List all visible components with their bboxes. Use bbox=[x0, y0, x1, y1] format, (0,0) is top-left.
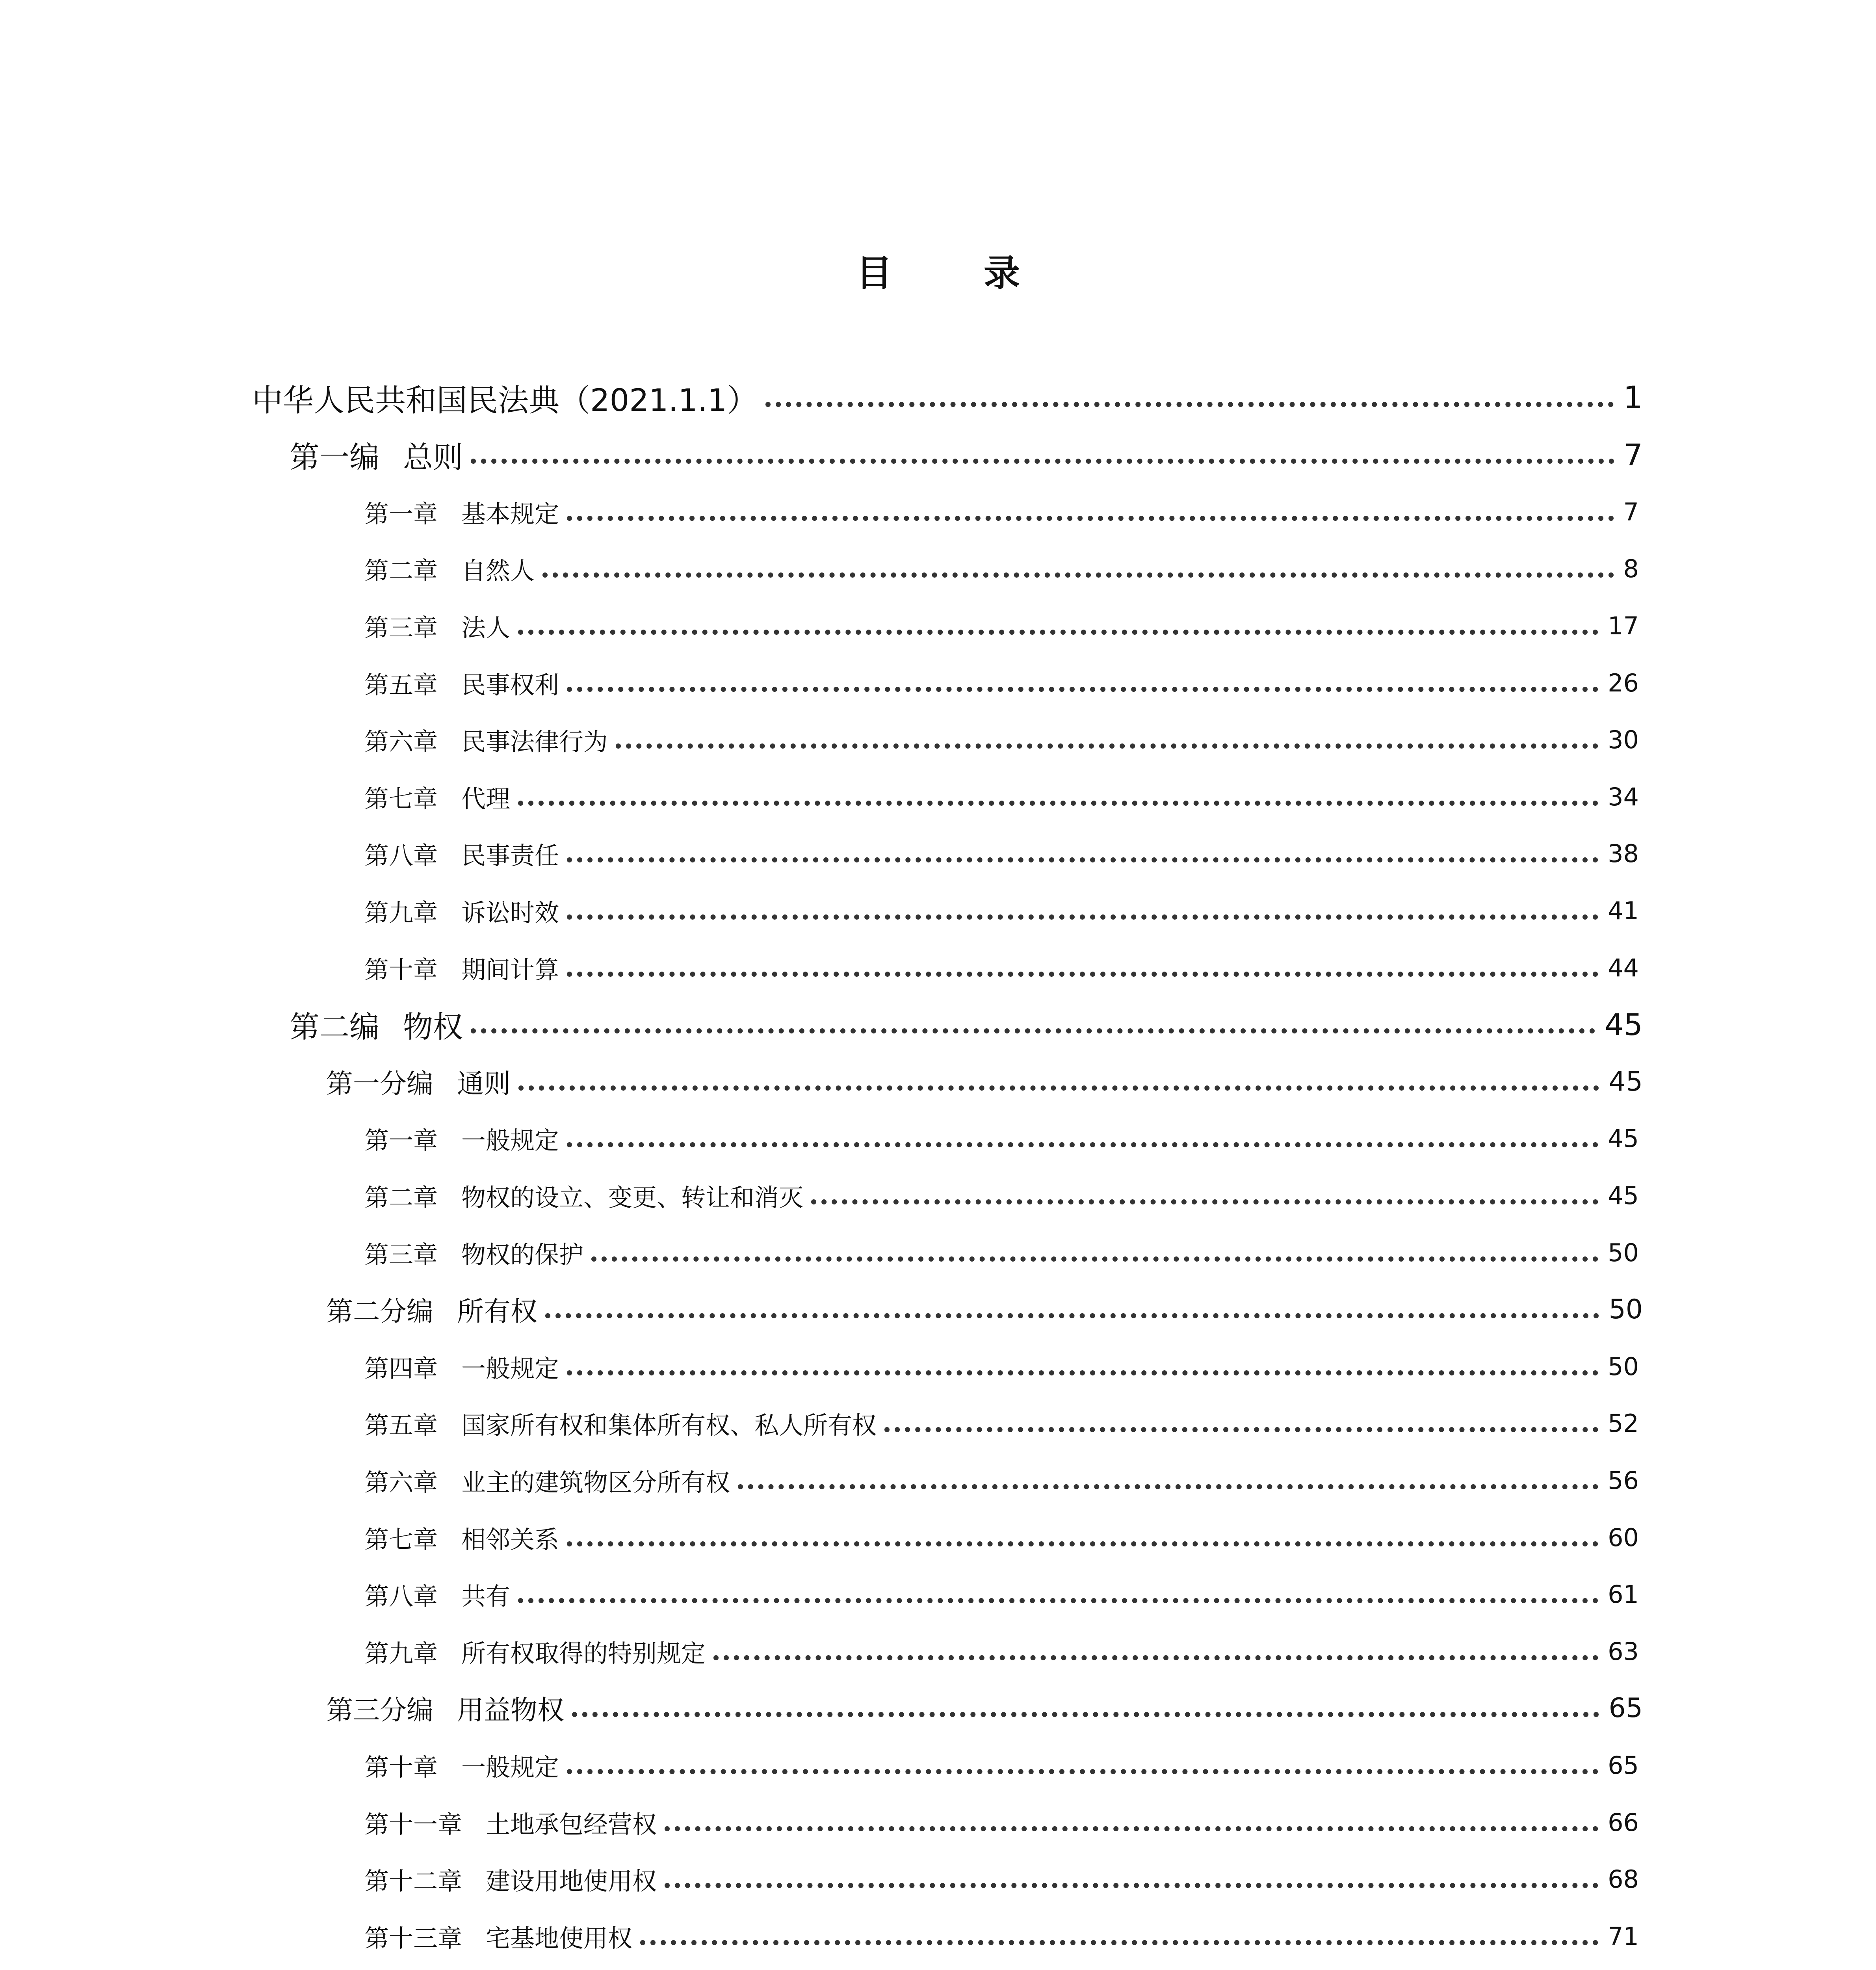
dot-leader bbox=[738, 1484, 1598, 1489]
toc-entry[interactable] bbox=[364, 1400, 1639, 1447]
dot-leader bbox=[518, 1598, 1598, 1603]
toc-entry-page: 56 bbox=[1608, 1466, 1639, 1495]
toc-entry-label bbox=[364, 950, 559, 985]
toc-entry[interactable] bbox=[364, 1229, 1639, 1276]
toc-entry[interactable] bbox=[364, 1628, 1639, 1675]
toc-entry-label bbox=[290, 433, 463, 476]
dot-leader bbox=[811, 1199, 1598, 1204]
toc-entry-label bbox=[364, 779, 510, 814]
toc-entry-number: 第十章 bbox=[364, 955, 438, 984]
toc-entry-page: 8 bbox=[1623, 554, 1639, 584]
toc-entry-page: 7 bbox=[1623, 437, 1643, 473]
dot-leader bbox=[567, 1541, 1598, 1546]
toc-entry-page: 7 bbox=[1623, 497, 1639, 526]
toc-entry-number: 第五章 bbox=[364, 670, 438, 699]
toc-entry-title: 一般规定 bbox=[461, 1126, 559, 1155]
toc-entry-label bbox=[364, 1634, 706, 1669]
toc-entry-page: 50 bbox=[1608, 1238, 1639, 1267]
toc-entry-page: 60 bbox=[1608, 1523, 1639, 1552]
toc-entry-title: 民事法律行为 bbox=[461, 727, 608, 756]
toc-entry-label bbox=[364, 551, 535, 586]
toc-entry-title: 物权的设立、变更、转让和消灭 bbox=[461, 1183, 804, 1212]
toc-entry[interactable] bbox=[364, 1514, 1639, 1561]
toc-entry[interactable] bbox=[364, 944, 1639, 991]
toc-entry-number: 第十章 bbox=[364, 1753, 438, 1782]
toc-entry-title: 民事责任 bbox=[461, 841, 559, 870]
toc-entry-number: 第四章 bbox=[364, 1354, 438, 1383]
toc-entry-page: 38 bbox=[1608, 839, 1639, 868]
toc-entry-number: 第五章 bbox=[364, 1411, 438, 1440]
toc-entry-page: 52 bbox=[1608, 1409, 1639, 1438]
toc-entry-page: 61 bbox=[1608, 1580, 1639, 1609]
toc-entry[interactable] bbox=[364, 1799, 1639, 1846]
toc-entry-number: 第七章 bbox=[364, 1525, 438, 1554]
dot-leader bbox=[591, 1256, 1598, 1262]
toc-entry-label bbox=[364, 722, 608, 757]
dot-leader bbox=[640, 1940, 1598, 1945]
dot-leader bbox=[542, 572, 1614, 578]
dot-leader bbox=[665, 1826, 1598, 1831]
toc-entry-label bbox=[364, 1349, 559, 1384]
toc-entry-number: 第三分编 bbox=[326, 1695, 434, 1727]
dot-leader bbox=[518, 630, 1598, 635]
page-title: 目 录 bbox=[856, 252, 1060, 294]
dot-leader bbox=[765, 402, 1614, 407]
dot-leader bbox=[665, 1883, 1598, 1888]
toc-entry-label bbox=[364, 836, 559, 871]
dot-leader bbox=[713, 1655, 1598, 1660]
toc-entry-page: 1 bbox=[1623, 380, 1643, 416]
toc-entry-title: 共有 bbox=[461, 1582, 511, 1611]
toc-entry-title: 法人 bbox=[461, 613, 511, 642]
toc-entry-label bbox=[364, 608, 510, 643]
toc-entry-label bbox=[364, 1463, 730, 1498]
toc-entry-page: 34 bbox=[1608, 782, 1639, 811]
dot-leader bbox=[572, 1712, 1599, 1717]
toc-entry-page: 45 bbox=[1608, 1124, 1639, 1153]
dot-leader bbox=[567, 1142, 1598, 1147]
toc-entry-page: 45 bbox=[1609, 1066, 1643, 1097]
toc-entry-title: 用益物权 bbox=[457, 1695, 565, 1727]
toc-entry-number: 第二章 bbox=[364, 1183, 438, 1212]
toc-entry-page: 71 bbox=[1608, 1922, 1639, 1951]
toc-entry[interactable] bbox=[290, 1001, 1643, 1048]
toc-entry-title: 一般规定 bbox=[461, 1753, 559, 1782]
toc-entry[interactable] bbox=[326, 1058, 1643, 1105]
toc-entry-number: 第七章 bbox=[364, 784, 438, 813]
toc-entry-title: 期间计算 bbox=[461, 955, 559, 984]
toc-entry-label bbox=[364, 494, 559, 530]
toc-entry-title: 宅基地使用权 bbox=[486, 1924, 633, 1953]
toc-entry-number: 第八章 bbox=[364, 1582, 438, 1611]
toc-entry-title: 基本规定 bbox=[461, 499, 559, 528]
toc-entry[interactable] bbox=[364, 1457, 1639, 1504]
toc-entry-number: 第十一章 bbox=[364, 1810, 462, 1839]
toc-entry-page: 63 bbox=[1608, 1637, 1639, 1666]
toc-entry[interactable] bbox=[364, 1571, 1639, 1618]
toc-entry-label bbox=[364, 1805, 657, 1840]
toc-entry-label bbox=[364, 1748, 559, 1783]
toc-entry[interactable] bbox=[364, 1856, 1639, 1903]
toc-entry-number: 第一编 bbox=[290, 440, 379, 475]
toc-entry[interactable] bbox=[364, 1115, 1639, 1162]
toc-entry-number: 第二分编 bbox=[326, 1296, 434, 1328]
toc-entry-page: 50 bbox=[1609, 1294, 1643, 1325]
toc-entry[interactable] bbox=[364, 716, 1639, 764]
toc-entry-title: 所有权取得的特别规定 bbox=[461, 1639, 706, 1668]
toc-entry-number: 第六章 bbox=[364, 1468, 438, 1497]
toc-entry-title: 自然人 bbox=[461, 556, 535, 585]
dot-leader bbox=[567, 687, 1598, 692]
toc-entry-label bbox=[252, 376, 758, 420]
toc-entry-page: 26 bbox=[1608, 668, 1639, 697]
toc-entry-label bbox=[364, 1121, 559, 1156]
toc-entry-title: 通则 bbox=[457, 1068, 511, 1100]
toc-entry[interactable] bbox=[364, 830, 1639, 877]
toc-entry-number: 第三章 bbox=[364, 613, 438, 642]
toc-entry[interactable] bbox=[364, 1741, 1639, 1789]
toc-entry-number: 中华人民共和国民法典（2021.1.1） bbox=[252, 383, 758, 418]
toc-entry[interactable] bbox=[326, 1286, 1643, 1333]
toc-entry-page: 17 bbox=[1608, 611, 1639, 640]
toc-entry-page: 66 bbox=[1608, 1808, 1639, 1837]
toc-entry-page: 45 bbox=[1605, 1007, 1643, 1043]
toc-entry[interactable] bbox=[364, 1912, 1639, 1960]
dot-leader bbox=[567, 1769, 1598, 1774]
toc-entry-page: 41 bbox=[1608, 896, 1639, 925]
toc-entry-title: 一般规定 bbox=[461, 1354, 559, 1383]
toc-entry-title: 相邻关系 bbox=[461, 1525, 559, 1554]
toc-entry[interactable] bbox=[364, 545, 1639, 593]
toc-entry-title: 民事权利 bbox=[461, 670, 559, 699]
toc-entry[interactable] bbox=[364, 887, 1639, 934]
toc-entry-number: 第三章 bbox=[364, 1240, 438, 1269]
dot-leader bbox=[616, 743, 1598, 749]
dot-leader bbox=[567, 972, 1598, 977]
toc-entry-label bbox=[326, 1689, 564, 1727]
toc-entry-label bbox=[364, 1862, 657, 1897]
toc-entry-number: 第二编 bbox=[290, 1009, 379, 1045]
toc-entry[interactable] bbox=[364, 659, 1639, 706]
toc-entry-page: 68 bbox=[1608, 1865, 1639, 1894]
dot-leader bbox=[518, 1085, 1599, 1091]
toc-entry-page: 65 bbox=[1609, 1693, 1643, 1724]
toc-entry-number: 第九章 bbox=[364, 1639, 438, 1668]
toc-entry[interactable] bbox=[364, 1172, 1639, 1219]
dot-leader bbox=[884, 1427, 1598, 1432]
dot-leader bbox=[545, 1313, 1599, 1318]
toc-entry-label bbox=[364, 1520, 559, 1555]
toc-entry-label bbox=[326, 1290, 537, 1329]
toc-entry-page: 30 bbox=[1608, 725, 1639, 755]
toc-entry-number: 第十三章 bbox=[364, 1924, 462, 1953]
toc-entry-title: 国家所有权和集体所有权、私人所有权 bbox=[461, 1411, 877, 1440]
toc-entry-page: 65 bbox=[1608, 1751, 1639, 1780]
toc-entry-label bbox=[364, 1178, 803, 1213]
toc-entry-title: 物权的保护 bbox=[461, 1240, 584, 1269]
toc-entry-label bbox=[364, 1406, 877, 1441]
toc-entry-title: 代理 bbox=[461, 784, 511, 813]
toc-entry-number: 第九章 bbox=[364, 898, 438, 927]
toc-entry[interactable] bbox=[364, 602, 1639, 649]
toc-entry[interactable] bbox=[290, 431, 1643, 479]
toc-entry-title: 总则 bbox=[403, 440, 463, 475]
toc-entry-label bbox=[326, 1063, 511, 1101]
toc-entry-page: 50 bbox=[1608, 1352, 1639, 1381]
toc-entry-label bbox=[364, 1577, 510, 1612]
toc-entry-number: 第二章 bbox=[364, 556, 438, 585]
toc-entry-number: 第一章 bbox=[364, 1126, 438, 1155]
toc-entry-label bbox=[364, 1235, 583, 1270]
toc-entry-title: 建设用地使用权 bbox=[486, 1867, 657, 1896]
toc-entry-title: 业主的建筑物区分所有权 bbox=[461, 1468, 730, 1497]
toc-entry-title: 物权 bbox=[403, 1009, 463, 1045]
toc-entry[interactable] bbox=[364, 1343, 1639, 1390]
toc-entry-title: 诉讼时效 bbox=[461, 898, 559, 927]
dot-leader bbox=[471, 1028, 1595, 1033]
dot-leader bbox=[567, 857, 1598, 862]
dot-leader bbox=[518, 801, 1598, 806]
toc-entry-page: 45 bbox=[1608, 1181, 1639, 1210]
toc-entry[interactable] bbox=[364, 773, 1639, 820]
toc-entry-number: 第十二章 bbox=[364, 1867, 462, 1896]
toc-entry-label bbox=[364, 893, 559, 928]
dot-leader bbox=[567, 516, 1614, 521]
dot-leader bbox=[471, 459, 1614, 464]
toc-entry[interactable] bbox=[364, 488, 1639, 535]
toc-entry-label bbox=[364, 1919, 632, 1954]
toc-entry[interactable] bbox=[326, 1685, 1643, 1732]
toc-entry-label bbox=[290, 1003, 463, 1046]
toc-entry-title: 所有权 bbox=[457, 1296, 538, 1328]
toc-entry-number: 第一章 bbox=[364, 499, 438, 528]
toc-entry-number: 第一分编 bbox=[326, 1068, 434, 1100]
toc-entry[interactable] bbox=[252, 374, 1643, 422]
dot-leader bbox=[567, 1370, 1598, 1375]
toc-entry-number: 第八章 bbox=[364, 841, 438, 870]
toc-entry-page: 44 bbox=[1608, 953, 1639, 982]
dot-leader bbox=[567, 914, 1598, 920]
toc-entry-title: 土地承包经营权 bbox=[486, 1810, 657, 1839]
toc-entry-label bbox=[364, 665, 559, 701]
toc-entry-number: 第六章 bbox=[364, 727, 438, 756]
